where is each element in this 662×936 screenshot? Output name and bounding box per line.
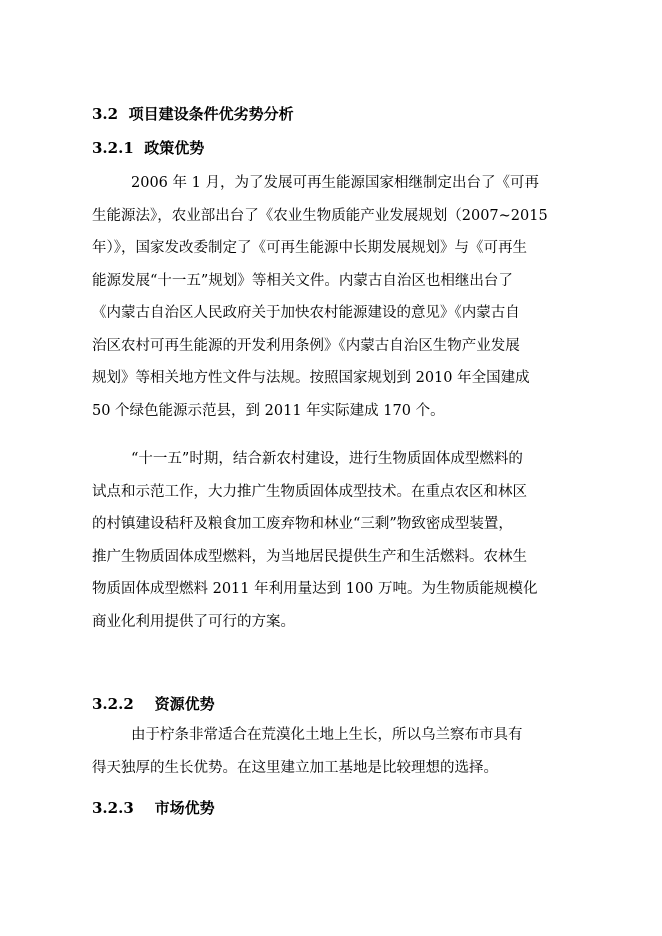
subsection-heading-market bbox=[92, 797, 215, 818]
text-line: 商业化利用提供了可行的方案。 bbox=[92, 613, 295, 630]
paragraph-policy-1 bbox=[92, 167, 570, 427]
text-line: “十一五”时期，结合新农村建设，进行生物质固体成型燃料的 bbox=[131, 451, 523, 467]
text-line: 物质固体成型燃料 2011 年利用量达到 100 万吨。为生物质能规模化 bbox=[92, 581, 538, 597]
section-number: 3.2 bbox=[92, 105, 119, 123]
subsection-heading-policy bbox=[92, 137, 204, 158]
text-line: 由于柠条非常适合在荒漠化土地上生长，所以乌兰察布市具有 bbox=[131, 727, 523, 743]
text-line: 《内蒙古自治区人民政府关于加快农村能源建设的意见》《内蒙古自 bbox=[92, 305, 520, 321]
subsection-title: 市场优势 bbox=[154, 799, 215, 817]
text-line: 生能源法》，农业部出台了《农业生物质能产业发展规划（2007~2015 bbox=[92, 207, 548, 224]
subsection-number: 3.2.2 bbox=[92, 695, 134, 713]
text-line: 治区农村可再生能源的开发利用条例》《内蒙古自治区生物产业发展 bbox=[92, 337, 520, 354]
text-line: 能源发展“十一五”规划》等相关文件。内蒙古自治区也相继出台了 bbox=[92, 272, 513, 289]
text-line: 得天独厚的生长优势。在这里建立加工基地是比较理想的选择。 bbox=[92, 759, 498, 776]
text-line: 2006 年 1 月，为了发展可再生能源国家相继制定出台了《可再 bbox=[131, 175, 539, 191]
text-line: 推广生物质固体成型燃料，为当地居民提供生产和生活燃料。农林生 bbox=[92, 548, 527, 565]
text-line: 年）》，国家发改委制定了《可再生能源中长期发展规划》与《可再生 bbox=[92, 240, 527, 256]
subsection-heading-resource bbox=[92, 693, 215, 714]
subsection-number: 3.2.1 bbox=[92, 139, 134, 157]
subsection-title: 资源优势 bbox=[154, 695, 215, 713]
text-line: 规划》等相关地方性文件与法规。按照国家规划到 2010 年全国建成 bbox=[92, 370, 530, 386]
paragraph-resource-1 bbox=[92, 719, 570, 784]
paragraph-policy-2 bbox=[92, 443, 570, 638]
subsection-title: 政策优势 bbox=[144, 139, 205, 157]
section-heading bbox=[92, 103, 294, 124]
text-line: 50 个绿色能源示范县，到 2011 年实际建成 170 个。 bbox=[92, 402, 445, 419]
subsection-number: 3.2.3 bbox=[92, 799, 134, 817]
text-line: 试点和示范工作，大力推广生物质固体成型技术。在重点农区和林区 bbox=[92, 483, 527, 500]
section-title: 项目建设条件优劣势分析 bbox=[128, 105, 294, 123]
text-line: 的村镇建设秸秆及粮食加工废弃物和林业“三剩”物致密成型装置， bbox=[92, 516, 513, 532]
